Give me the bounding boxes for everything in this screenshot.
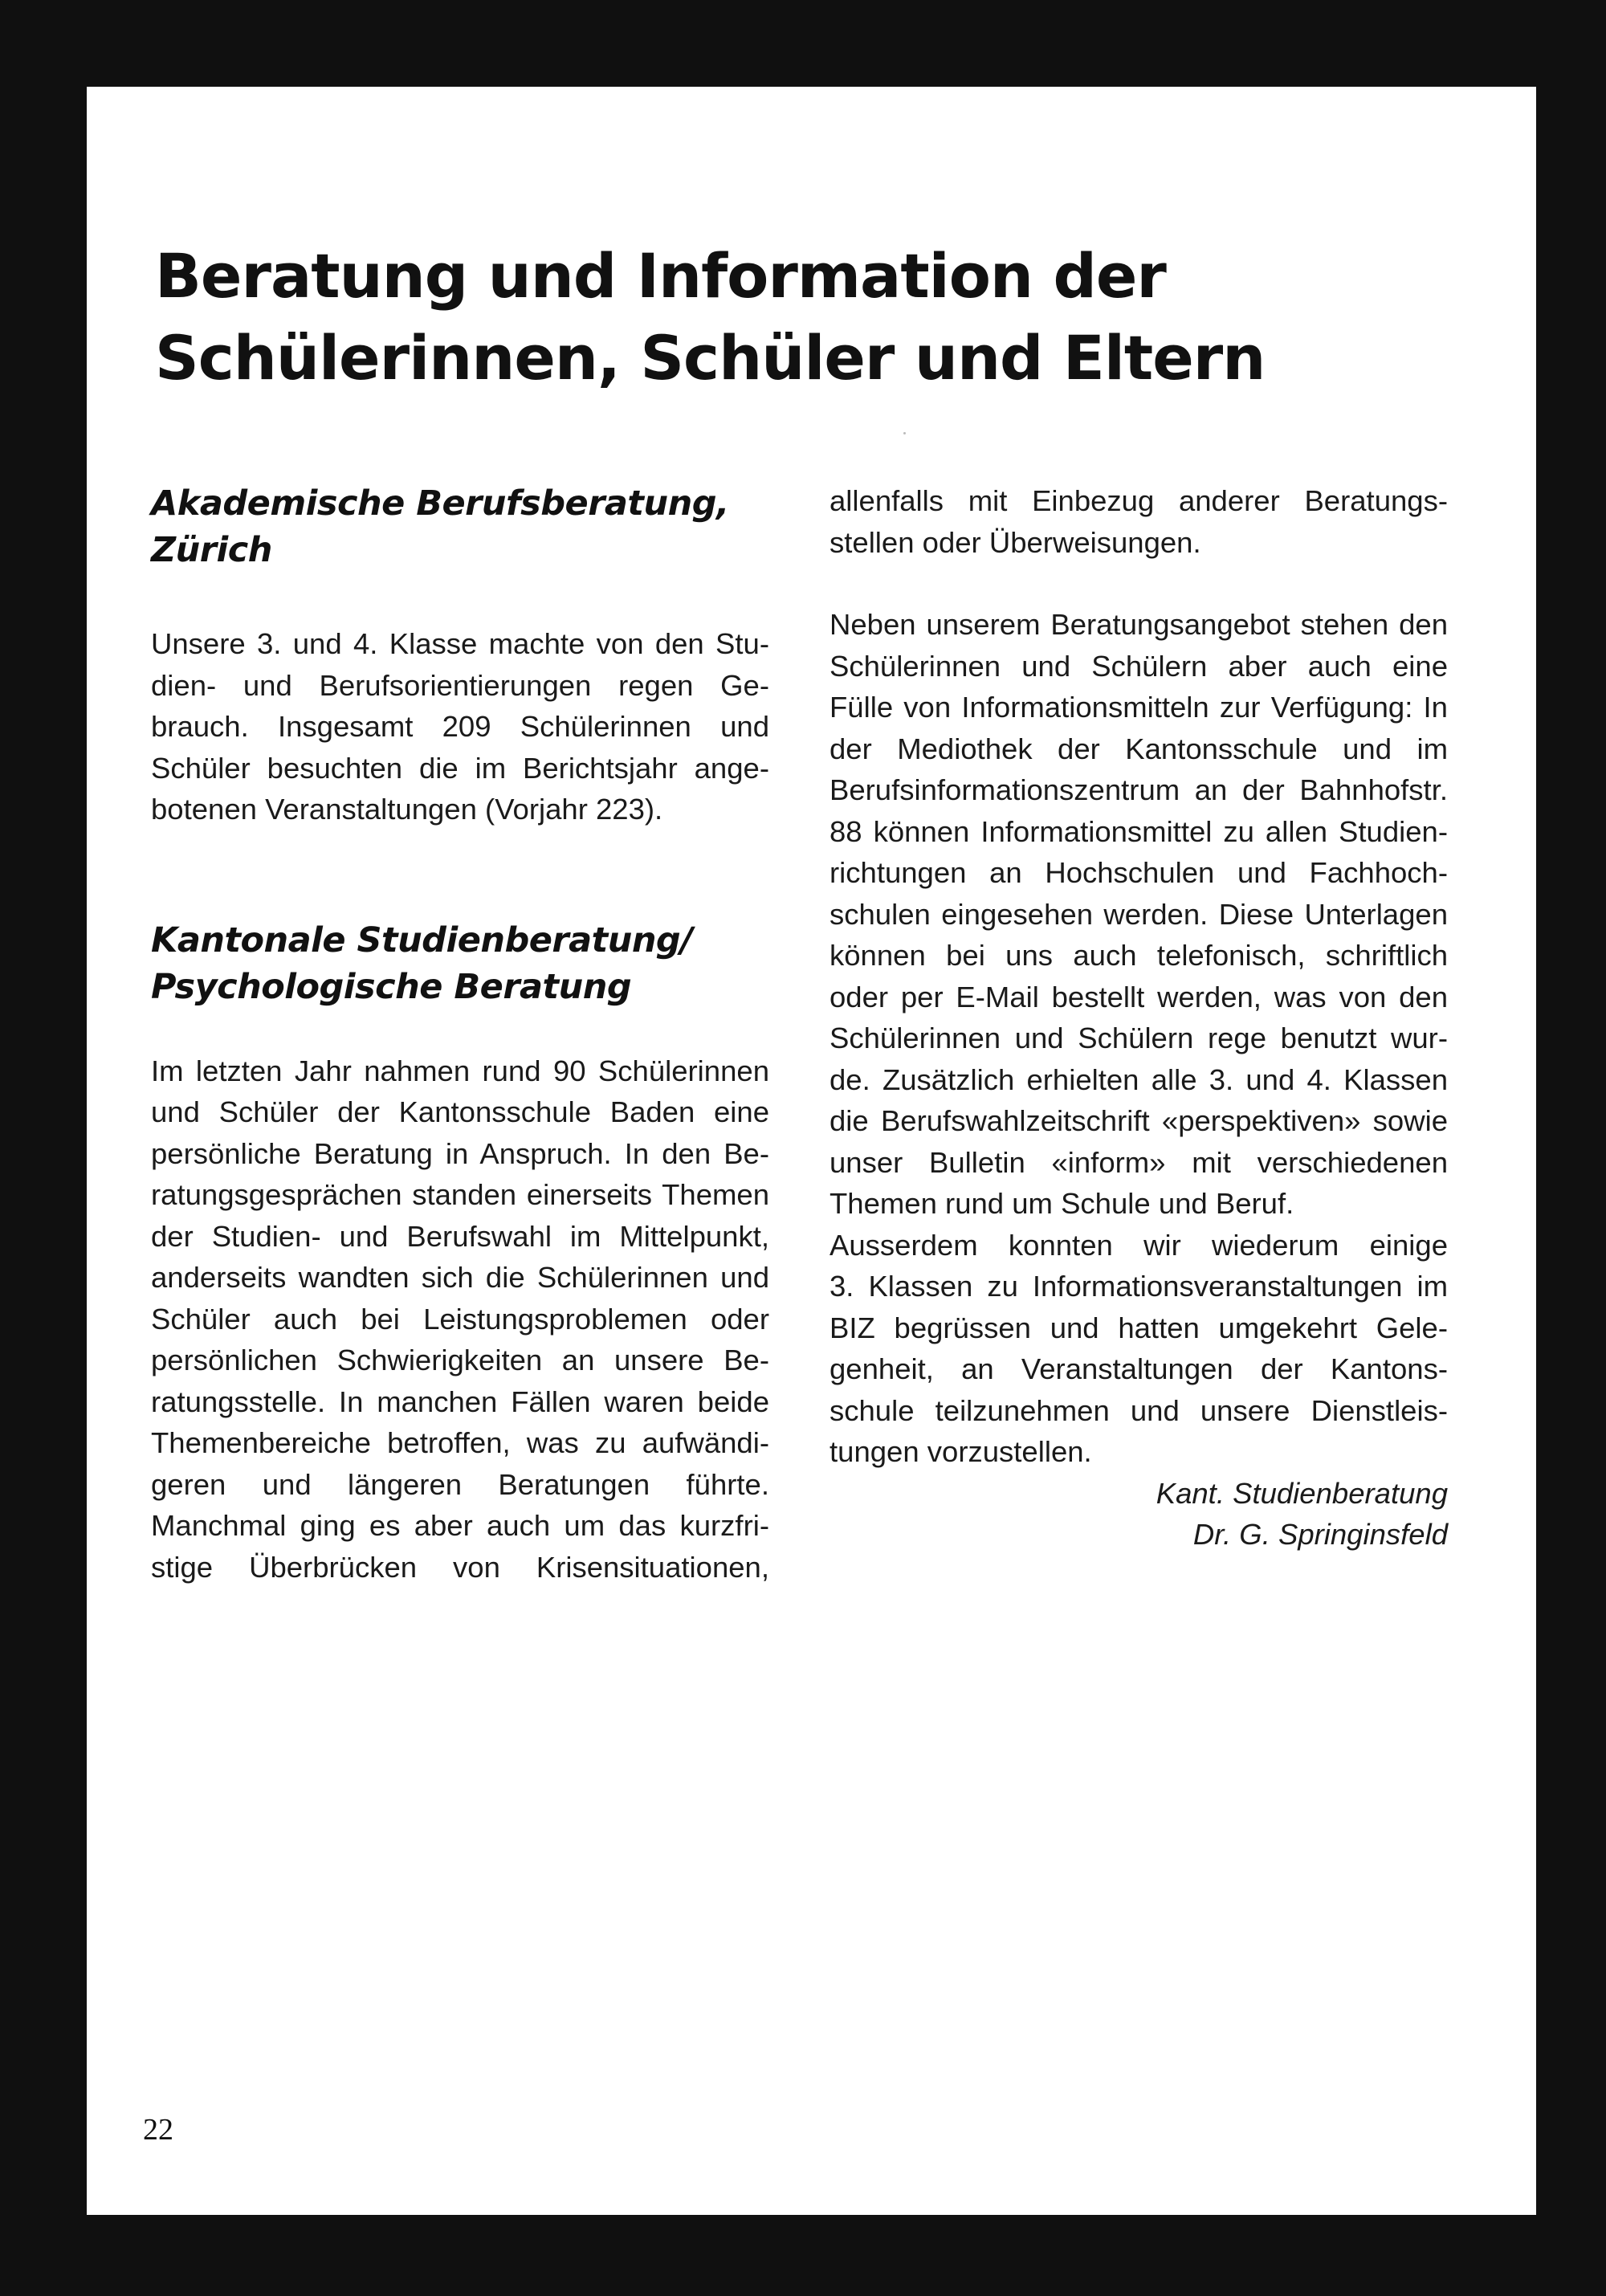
text-line: die Berufswahlzeitschrift «perspektiven» sowie — [829, 1104, 1448, 1137]
paragraph-kantonale-studienberatung — [151, 1050, 769, 1588]
text-line: schulen eingesehen werden. Diese Unterlagen — [829, 897, 1448, 931]
scan-speck — [903, 432, 906, 434]
text-line: persönlichen Schwierigkeiten an unsere Be- — [151, 1344, 769, 1376]
text-line: allenfalls mit Einbezug anderer Beratungs- — [829, 484, 1448, 517]
text-line: stellen oder Überweisungen. — [829, 525, 1201, 559]
text-line: Im letzten Jahr nahmen rund 90 Schülerinnen — [151, 1054, 769, 1087]
text-line: ratungsgesprächen standen einerseits Themen — [151, 1178, 769, 1211]
text-line: und Schüler der Kantonsschule Baden eine — [151, 1095, 769, 1128]
text-line: Ausserdem konnten wir wiederum einige — [829, 1228, 1448, 1262]
text-line: ratungsstelle. In manchen Fällen waren beide — [151, 1385, 769, 1418]
spacer — [151, 573, 769, 623]
text-line: Unsere 3. und 4. Klasse machte von den Stu- — [151, 627, 769, 660]
text-line: tungen vorzustellen. — [829, 1435, 1092, 1468]
text-line: der Studien- und Berufswahl im Mittelpunkt, — [151, 1219, 769, 1253]
text-line: Fülle von Informationsmitteln zur Verfügung: In — [829, 691, 1448, 724]
text-line: BIZ begrüssen und hatten umgekehrt Gele- — [829, 1311, 1448, 1344]
heading-line: Akademische Berufsberatung, — [151, 483, 729, 524]
text-line: de. Zusätzlich erhielten alle 3. und 4. Klassen — [829, 1062, 1448, 1096]
title-line: Beratung und Information der — [155, 240, 1166, 312]
heading-line: Psychologische Beratung — [151, 966, 632, 1007]
text-line: brauch. Insgesamt 209 Schülerinnen und — [151, 710, 769, 743]
text-line: der Mediothek der Kantonsschule und im — [829, 732, 1448, 765]
text-line: dien- und Berufsorientierungen regen Ge- — [151, 668, 769, 702]
text-line: genheit, an Veranstaltungen der Kantons- — [829, 1352, 1448, 1385]
text-line: Schülerinnen und Schülern aber auch eine — [829, 649, 1448, 683]
text-line: Manchmal ging es aber auch um das kurzfri- — [151, 1509, 769, 1542]
text-line: richtungen an Hochschulen und Fachhoch- — [829, 856, 1448, 889]
text-line: 88 können Informationsmittel zu allen Studien- — [829, 814, 1448, 848]
page-number: 22 — [143, 2113, 173, 2147]
text-line: unser Bulletin «inform» mit verschiedenen — [829, 1145, 1448, 1179]
heading-line: Kantonale Studienberatung/ — [151, 920, 693, 960]
heading-line: Zürich — [151, 530, 272, 570]
text-line: botenen Veranstaltungen (Vorjahr 223). — [151, 793, 663, 826]
text-line: 3. Klassen zu Informationsveranstaltungen im — [829, 1270, 1448, 1303]
title-line: Schülerinnen, Schüler und Eltern — [155, 322, 1266, 394]
section-heading-kantonale-studienberatung — [151, 917, 769, 1010]
spacer — [151, 830, 769, 917]
left-column — [151, 480, 769, 1588]
text-line: Themenbereiche betroffen, was zu aufwändi- — [151, 1426, 769, 1459]
text-line: Schülerinnen und Schülern rege benutzt wur- — [829, 1022, 1448, 1054]
text-line: persönliche Beratung in Anspruch. In den Be- — [151, 1136, 769, 1170]
text-line: Neben unserem Beratungsangebot stehen den — [829, 608, 1448, 641]
signature-block — [829, 1473, 1448, 1556]
paragraph-akademische-berufsberatung — [151, 623, 769, 830]
text-line: anderseits wandten sich die Schülerinnen und — [151, 1261, 769, 1294]
spacer — [829, 563, 1448, 604]
signature-line: Dr. G. Springinsfeld — [1192, 1518, 1448, 1551]
text-line: schule teilzunehmen und unsere Dienstleis- — [829, 1393, 1448, 1427]
right-column — [829, 480, 1448, 1556]
text-line: oder per E-Mail bestellt werden, was von den — [829, 980, 1448, 1013]
section-heading-akademische-berufsberatung — [151, 480, 769, 573]
paragraph-informationsmittel — [829, 604, 1448, 1225]
text-line: können bei uns auch telefonisch, schriftlich — [829, 939, 1448, 972]
page-title — [155, 235, 1359, 399]
spacer — [151, 1010, 769, 1050]
text-line: geren und längeren Beratungen führte. — [151, 1467, 769, 1501]
signature-line: Kant. Studienberatung — [1156, 1476, 1448, 1510]
document-page — [87, 87, 1536, 2215]
text-line: Themen rund um Schule und Beruf. — [829, 1187, 1294, 1220]
text-line: Schüler besuchten die im Berichtsjahr ange- — [151, 751, 769, 785]
paragraph-veranstaltungen — [829, 1225, 1448, 1473]
paragraph-continuation — [829, 480, 1448, 563]
text-line: stige Überbrücken von Krisensituationen, — [151, 1550, 769, 1584]
text-line: Berufsinformationszentrum an der Bahnhofstr. — [829, 773, 1448, 806]
text-line: Schüler auch bei Leistungsproblemen oder — [151, 1302, 769, 1336]
